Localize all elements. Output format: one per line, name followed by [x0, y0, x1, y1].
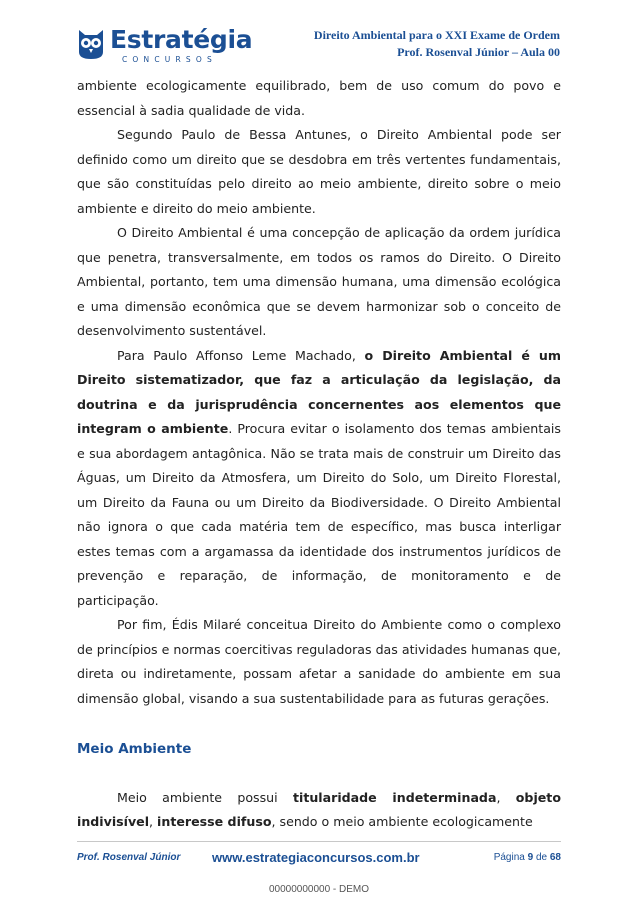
paragraph-6-rest: , sendo o meio ambiente ecologicamente [271, 814, 533, 829]
paragraph-1: ambiente ecologicamente equilibrado, bem de uso comum do povo e essencial à sadia qualidade de vida. [77, 78, 561, 118]
page-current: 9 [527, 852, 534, 863]
term-titularidade: titularidade indeterminada [292, 789, 497, 805]
owl-icon [76, 26, 106, 60]
paragraph-3: O Direito Ambiental é uma concepção de aplicação da ordem jurídica que penetra, transversalmente, em todos os ramos do Direito. O Direito Ambiental, portanto, tem uma dimensão humana, uma dimensão ecológica e uma dimensão econômica que se devem harmonizar sob o conceito de desenvolvimento sustentável. [77, 225, 561, 338]
term-interesse: interesse difuso [157, 814, 272, 829]
separator-1: , [496, 789, 516, 805]
term-objeto: objeto indivisível [77, 789, 561, 829]
logo-subtitle: CONCURSOS [122, 55, 217, 64]
estrategia-logo [76, 22, 266, 66]
page-of: de [535, 852, 548, 863]
course-title: Direito Ambiental para o XXI Exame de Ordem [313, 28, 560, 42]
paragraph-5: Por fim, Édis Milaré conceitua Direito do Ambiente como o complexo de princípios e normas coercitivas reguladoras das atividades humanas que, direta ou indiretamente, possam afetar a sanidade do ambiente em sua dimensão global, visando a sua sustentabilidade para as futuras gerações. [77, 617, 561, 706]
lesson-title: Prof. Rosenval Júnior – Aula 00 [397, 45, 560, 59]
paragraph-2: Segundo Paulo de Bessa Antunes, o Direito Ambiental pode ser definido como um direito que se desdobra em três vertentes fundamentais, que são constituídas pelo direito ao meio ambiente, direito sobre o meio ambiente e direito do meio ambiente. [77, 127, 561, 216]
paragraph-6-intro: Meio ambiente possui [117, 789, 293, 805]
separator-2: , [149, 814, 158, 829]
document-title [314, 27, 560, 61]
paragraph-4-intro: Para Paulo Affonso Leme Machado, [117, 347, 365, 363]
page-number [494, 852, 561, 863]
paragraph-6 [77, 786, 561, 835]
page-label: Página [493, 852, 525, 863]
section-heading: Meio Ambiente [77, 741, 192, 757]
footer-divider [77, 841, 561, 842]
paragraph-4 [77, 344, 561, 614]
footer-author: Prof. Rosenval Júnior [77, 852, 181, 863]
paragraph-4-rest: . Procura evitar o isolamento dos temas ambientais e sua abordagem antagônica. Não se trata mais de construir um Direito das Águas, um Direito da Atmosfera, um Direito do Solo, um Direito Florestal, um Direito da Fauna ou um Direito da Biodiversidade. O Direito Ambiental não ignora o que cada matéria tem de específico, mas busca interligar estes temas com a argamassa da identidade dos instrumentos jurídicos de prevenção e reparação, de informação, de monitoramento e de participação. [77, 421, 561, 608]
page-header [0, 0, 638, 72]
logo-wordmark: Estratégia [110, 25, 253, 54]
page-body [77, 74, 561, 835]
footer-website-link[interactable]: www.estrategiaconcursos.com.br [212, 850, 420, 865]
demo-watermark: 00000000000 - DEMO [268, 884, 370, 895]
page-total: 68 [549, 852, 561, 863]
paragraph-4-emphasis: o Direito Ambiental é um Direito sistematizador, que faz a articulação da legislação, da doutrina e da jurisprudência concernentes aos elementos que integram o ambiente [77, 347, 561, 436]
page-footer [77, 850, 561, 870]
